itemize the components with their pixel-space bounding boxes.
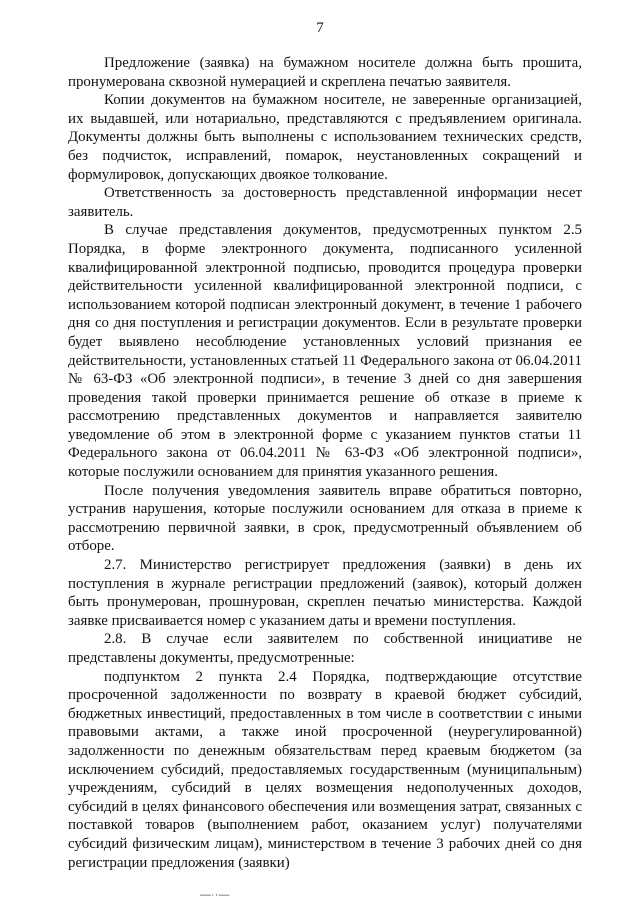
bottom-mark: —··—	[200, 889, 230, 901]
paragraph-subpoint-2: подпунктом 2 пункта 2.4 Порядка, подтверждающие отсутствие просроченной задолженности по возврату в краевой бюджет субсидий, бюджетных инвестиций, предоставленных в том числе в соответствии с иными правовыми актами, а также иной просроченной (неурегулированной) задолженности по денежным обязательствам перед краевым бюджетом (за исключением субсидий, предоставляемых государственным (муниципальным) учреждениям, субсидий в целях возмещения недополученных доходов, субсидий в целях финансового обеспечения или возмещения затрат, связанных с поставкой товаров (выполнением работ, оказанием услуг) получателями субсидий физическим лицам), министерством в течение 3 рабочих дней со дня регистрации предложения (заявки)	[68, 668, 582, 871]
document-body	[68, 54, 582, 872]
paragraph-document-copies: Копии документов на бумажном носителе, не заверенные организацией, их выдавшей, или нотариально, представляются с предъявлением оригинала. Документы должны быть выполнены с использованием технических средств, без подчисток, исправлений, помарок, неустановленных сокращений и формулировок, допускающих двоякое толкование.	[68, 92, 582, 183]
paragraph-resubmission: После получения уведомления заявитель вправе обратиться повторно, устранив нарушения, которые послужили основанием для отказа в приеме к рассмотрению первичной заявки, в срок, предусмотренный объявлением об отборе.	[68, 482, 582, 555]
paragraph-section-2-8: 2.8. В случае если заявителем по собственной инициативе не представлены документы, предусмотренные:	[68, 631, 582, 666]
paragraph-binding-requirements: Предложение (заявка) на бумажном носителе должна быть прошита, пронумерована сквозной нумерацией и скреплена печатью заявителя.	[68, 55, 582, 90]
paragraph-section-2-7: 2.7. Министерство регистрирует предложения (заявки) в день их поступления в журнале регистрации предложений (заявок), который должен быть пронумерован, прошнурован, скреплен печатью министерства. Каждой заявке присваивается номер с указанием даты и времени поступления.	[68, 557, 582, 629]
paragraph-responsibility: Ответственность за достоверность представленной информации несет заявитель.	[68, 185, 582, 220]
paragraph-electronic-signature-check: В случае представления документов, предусмотренных пунктом 2.5 Порядка, в форме электронного документа, подписанного усиленной квалифицированной электронной подписью, проводится процедура проверки действительности усиленной квалифицированной электронной подписи, с использованием которой подписан электронный документ, в течение 1 рабочего дня со дня поступления и регистрации документов. Если в результате проверки будет выявлено несоблюдение установленных условий признания ее действительности, установленных статьей 11 Федерального закона от 06.04.2011 № 63-ФЗ «Об электронной подписи», в течение 3 дней со дня завершения проведения такой проверки принимается решение об отказе в приеме к рассмотрению представленных документов и направляется заявителю уведомление об этом в электронной форме с указанием пунктов статьи 11 Федерального закона от 06.04.2011 № 63-ФЗ «Об электронной подписи», которые послужили основанием для принятия указанного решения.	[68, 222, 582, 481]
page-number: 7	[316, 20, 324, 36]
